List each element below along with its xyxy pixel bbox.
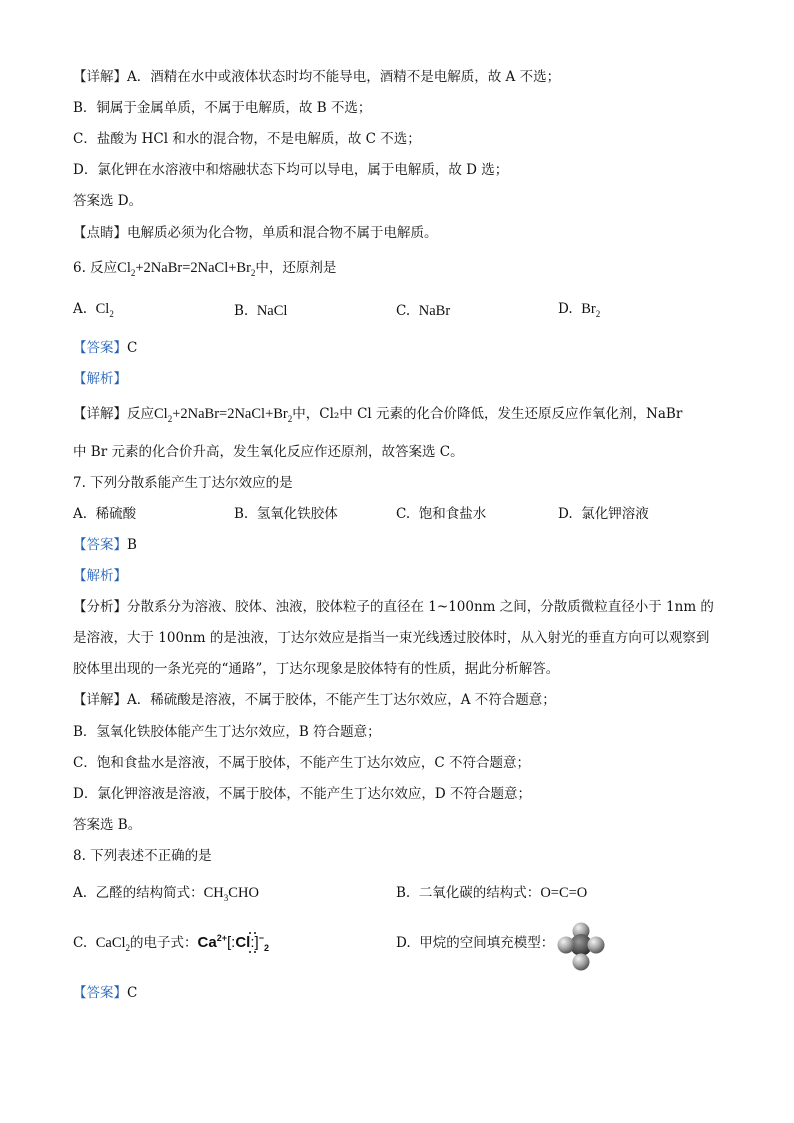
q7-option-c: [396, 505, 486, 523]
eq-br-sub: 2: [250, 267, 256, 278]
option-formula: NaBr: [418, 303, 451, 319]
q5-detail-line-b: B．铜属于金属单质，不属于电解质，故 B 不选；: [73, 100, 372, 116]
text: A．酒精在水中或液体状态时均不能导电，酒精不是电解质，故 A 不选；: [127, 69, 561, 85]
electron-formula: $Ca^{2+}[:Cl:]^-_2$: [197, 933, 269, 953]
option-text: 氢氧化铁胶体: [256, 506, 338, 522]
lewis-cl-charge: −: [258, 933, 264, 943]
q7-option-b: [234, 505, 338, 523]
q6-answer: [73, 339, 137, 357]
answer-tag: 【答案】: [73, 985, 127, 1001]
q6-option-a: [73, 300, 114, 318]
electron-dot: [254, 951, 256, 953]
q7-detail-line-d: D．氯化钾溶液是溶液，不属于胶体，不能产生丁达尔效应，D 不符合题意；: [73, 786, 531, 802]
formula-part: CHO: [228, 885, 259, 901]
option-sub: 2: [595, 308, 601, 319]
hydrogen-atom: [558, 937, 575, 954]
detail-tag: 【详解】: [73, 406, 127, 422]
lewis-ca: Ca: [197, 934, 217, 951]
detail-prefix: 反应: [127, 406, 154, 422]
option-formula: Cl: [95, 301, 110, 317]
option-text: 稀硫酸: [95, 506, 137, 522]
hydrogen-atom: [573, 954, 590, 971]
q6-option-b: [234, 302, 287, 320]
q7-fenxi-line-1: [73, 598, 714, 616]
option-letter: C.: [73, 935, 88, 951]
detail-tag: 【详解】: [73, 692, 127, 708]
answer-tag: 【答案】: [73, 537, 127, 553]
lewis-ca-charge: 2+: [216, 933, 227, 943]
option-letter: A.: [73, 506, 88, 522]
option-formula: NaCl: [256, 303, 288, 319]
q8-option-b: [396, 884, 587, 902]
electron-dot: [249, 951, 251, 953]
q8-option-a: [73, 884, 259, 902]
q7-analysis-tag: 【解析】: [73, 568, 127, 584]
q7-fenxi-line-3: 胶体里出现的一条光亮的“通路”，丁达尔现象是胶体特有的性质，据此分析解答。: [73, 661, 560, 677]
q7-answer: [73, 536, 137, 554]
q8-answer: [73, 984, 137, 1002]
q5-detail-line-a: [73, 68, 560, 86]
q6-stem: [73, 259, 336, 277]
answer-value: C: [127, 340, 138, 356]
fenxi-tag: 【分析】: [73, 599, 127, 615]
q7-answer-line: 答案选 B。: [73, 817, 142, 833]
detail-mid: 中，Cl₂中 Cl 元素的化合价降低，发生还原反应作氧化剂，NaBr: [292, 406, 683, 422]
q6-option-c: [396, 302, 450, 320]
option-text: 甲烷的空间填充模型：: [419, 935, 555, 951]
option-letter: B.: [396, 885, 411, 901]
q6-suffix: 中，还原剂是: [255, 260, 337, 276]
q6-option-d: [558, 300, 600, 318]
q8-stem: 8. 下列表述不正确的是: [73, 848, 212, 864]
option-formula: O=C=O: [540, 885, 588, 901]
fenxi-text: 分散系分为溶液、胶体、浊液，胶体粒子的直径在 1~100nm 之间，分散质微粒直径小于 1nm 的: [127, 599, 714, 615]
q8-option-c: [73, 934, 269, 952]
eq-cl-sub: 2: [130, 267, 136, 278]
option-letter: A.: [73, 301, 88, 317]
eq-cl: Cl: [154, 406, 168, 422]
formula-sub: 2: [125, 942, 131, 953]
formula-part: CH: [203, 885, 224, 901]
q5-detail-line-d: D．氯化钾在水溶液中和熔融状态下均可以导电，属于电解质，故 D 选；: [73, 162, 509, 178]
option-letter: D.: [558, 506, 573, 522]
option-letter: D.: [558, 301, 573, 317]
eq-cl-sub: 2: [167, 413, 173, 424]
q7-detail-line-a: [73, 691, 556, 709]
comment-tag: 【点睛】: [73, 225, 127, 241]
q6-detail-line-2: 中 Br 元素的化合价升高，发生氧化反应作还原剂，故答案选 C。: [73, 444, 464, 460]
answer-value: B: [127, 537, 137, 553]
option-sub: 2: [109, 308, 114, 319]
q7-fenxi-line-2: 是溶液，大于 100nm 的是浊液，丁达尔效应是指当一束光线透过胶体时，从入射光的垂直方向可以观察到: [73, 630, 710, 646]
comment-text: 电解质必须为化合物，单质和混合物不属于电解质。: [127, 225, 438, 241]
answer-value: C: [127, 985, 138, 1001]
eq-rest: +2NaBr=2NaCl+Br: [172, 406, 288, 422]
lewis-cl: Cl: [235, 934, 251, 951]
eq-rest: +2NaBr=2NaCl+Br: [135, 260, 251, 276]
q5-detail-line-c: C．盐酸为 HCl 和水的混合物，不是电解质，故 C 不选；: [73, 131, 421, 147]
option-text: 乙醛的结构简式：: [95, 885, 204, 901]
option-text: 的电子式：: [130, 935, 198, 951]
detail-equation: [154, 406, 292, 422]
option-letter: C.: [396, 303, 411, 319]
q6-analysis-tag: 【解析】: [73, 371, 127, 387]
electron-dot: [254, 932, 256, 934]
q5-answer-line: 答案选 D。: [73, 193, 143, 209]
option-text: 氯化钾溶液: [581, 506, 649, 522]
hydrogen-atom: [588, 937, 605, 954]
q6-equation: [117, 260, 255, 276]
eq-cl: Cl: [117, 260, 131, 276]
q7-option-a: [73, 505, 136, 523]
option-text: 饱和食盐水: [418, 506, 487, 522]
methane-space-filling-model: [556, 921, 606, 973]
q7-detail-line-c: C．饱和食盐水是溶液，不属于胶体，不能产生丁达尔效应，C 不符合题意；: [73, 755, 530, 771]
electron-dot: [249, 932, 251, 934]
q7-detail-line-b: B．氢氧化铁胶体能产生丁达尔效应，B 符合题意；: [73, 724, 381, 740]
q7-stem: 7. 下列分散系能产生丁达尔效应的是: [73, 475, 293, 491]
detail-tag: 【详解】: [73, 69, 127, 85]
formula-sub: 3: [223, 892, 229, 903]
q6-prefix: 6. 反应: [73, 260, 118, 276]
answer-tag: 【答案】: [73, 340, 127, 356]
q5-comment: [73, 224, 438, 242]
option-letter: D.: [396, 935, 411, 951]
option-formula: Br: [581, 301, 596, 317]
q6-detail-line-1: [73, 405, 682, 423]
text: A．稀硫酸是溶液，不属于胶体，不能产生丁达尔效应，A 不符合题意；: [127, 692, 556, 708]
q7-option-d: [558, 505, 649, 523]
q8-option-d: [396, 934, 554, 952]
formula-part: CaCl: [95, 935, 126, 951]
option-text: 二氧化碳的结构式：: [418, 885, 541, 901]
eq-br-sub: 2: [287, 413, 293, 424]
lewis-count: 2: [263, 943, 269, 953]
option-letter: B.: [234, 506, 249, 522]
option-letter: C.: [396, 506, 411, 522]
option-letter: B.: [234, 303, 249, 319]
option-letter: A.: [73, 885, 88, 901]
